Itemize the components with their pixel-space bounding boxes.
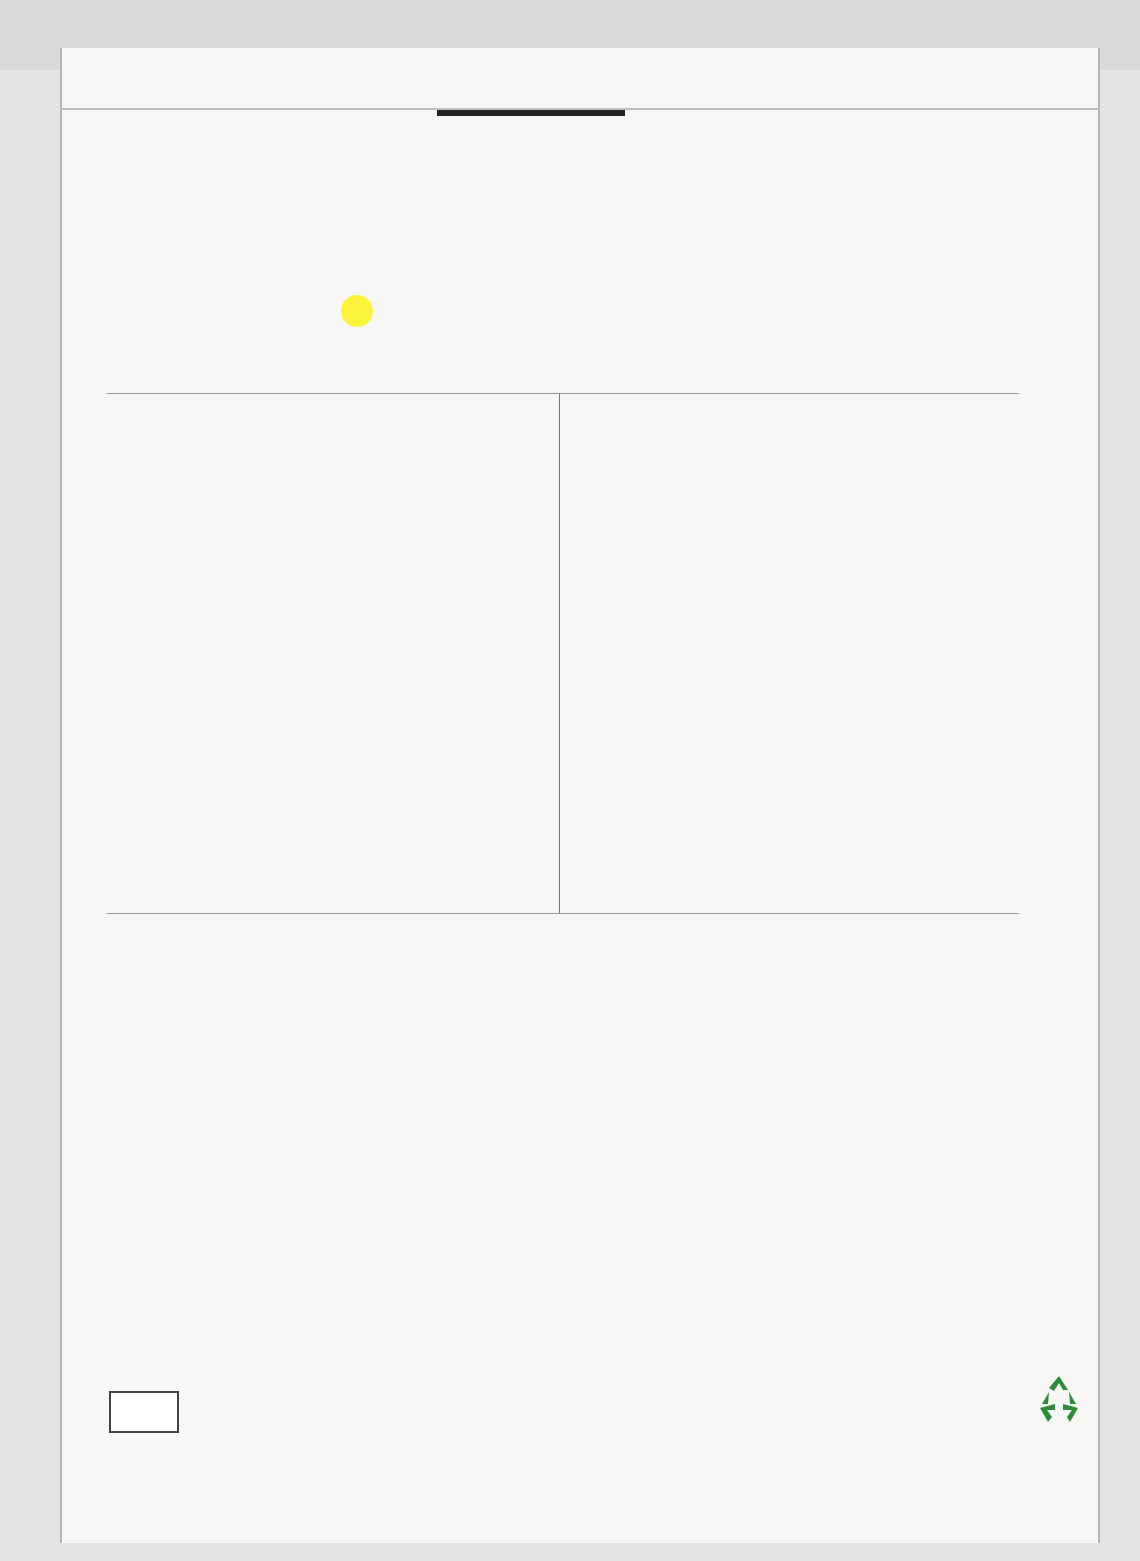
yellow-dot-icon: [341, 295, 373, 327]
column-divider: [559, 394, 560, 914]
made-in-usa-badge: [109, 1391, 179, 1433]
black-bar: [437, 110, 625, 116]
footer-rule: [107, 913, 1019, 914]
envelope-paper: [60, 48, 1100, 1543]
recycle-icon: [1030, 1370, 1088, 1428]
header-rule: [107, 393, 1019, 394]
